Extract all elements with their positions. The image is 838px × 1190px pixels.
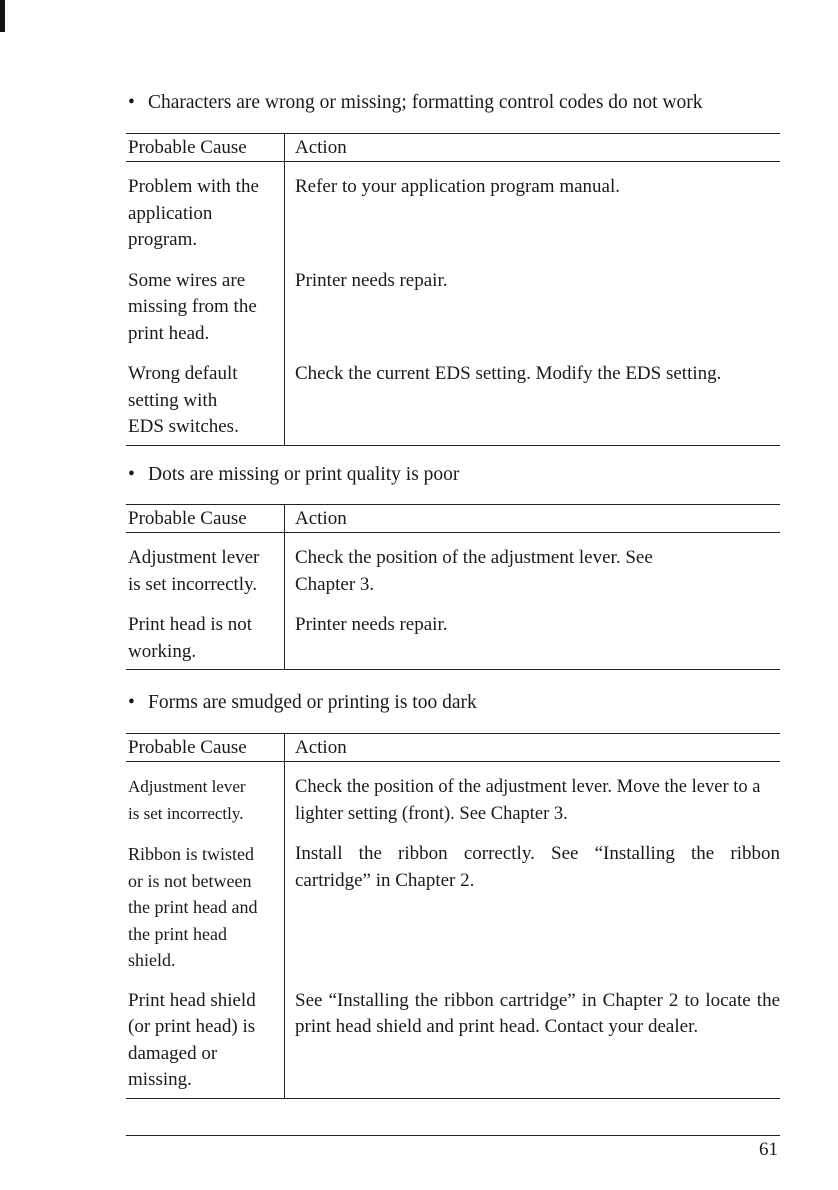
action-text: See “Installing the ribbon cartridge” in Chapter 2 to locate the print head shield and print head. Contact your dealer. — [295, 989, 780, 1037]
section-title: Characters are wrong or missing; formatting control codes do not work — [148, 92, 703, 113]
section-title: Dots are missing or print quality is poor — [148, 464, 460, 485]
header-action: Action — [295, 137, 347, 158]
cause-line: shield. — [128, 950, 176, 970]
troubleshooting-table-1 — [126, 133, 780, 446]
cause-line: the print head — [128, 923, 227, 944]
cause-line: or is not between — [128, 870, 252, 891]
cause-line: Print head shield — [128, 989, 256, 1011]
cause-line: Wrong default — [128, 363, 238, 384]
header-action: Action — [295, 508, 347, 529]
table-row — [126, 162, 780, 256]
cause-line: Ribbon is twisted — [128, 844, 255, 864]
table-header — [126, 505, 780, 533]
cause-line: Print head is not — [128, 614, 253, 635]
table-row — [126, 349, 780, 445]
action-text: Install the ribbon correctly. See “Installing the ribbon cartridge” in Chapter 2. — [295, 843, 780, 891]
table-row — [126, 533, 780, 600]
troubleshooting-table-3 — [126, 733, 780, 1099]
cause-line: Adjustment lever — [128, 777, 246, 796]
header-cause: Probable Cause — [126, 734, 285, 761]
table-header — [126, 734, 780, 762]
cause-line: print head. — [128, 322, 210, 344]
table-row — [126, 976, 780, 1098]
header-action: Action — [295, 737, 347, 758]
action-text: Printer needs repair. — [295, 614, 448, 635]
cause-line: is set incorrectly. — [128, 573, 258, 595]
table-row — [126, 600, 780, 669]
action-text: Refer to your application program manual. — [295, 176, 621, 197]
cause-line: Problem with the — [128, 176, 259, 197]
troubleshooting-table-2 — [126, 504, 780, 670]
cause-line: the print head and — [128, 897, 258, 917]
action-text: Check the current EDS setting. Modify the EDS setting. — [295, 363, 722, 384]
page-number: 61 — [759, 1139, 778, 1160]
cause-line: missing from the — [128, 296, 257, 317]
section-2-heading — [128, 464, 459, 486]
cause-line: EDS switches. — [128, 416, 239, 437]
action-text: Check the position of the adjustment lever. See Chapter 3. — [295, 547, 653, 595]
bullet-icon: • — [128, 692, 135, 713]
cause-line: damaged or — [128, 1042, 218, 1064]
scan-mark — [0, 0, 5, 32]
table-header — [126, 134, 780, 162]
section-3-heading — [128, 692, 477, 714]
header-cause: Probable Cause — [126, 505, 285, 532]
cause-line: (or print head) is — [128, 1016, 256, 1037]
action-text: Check the position of the adjustment lever. Move the lever to a lighter setting (front). See Chapter 3. — [295, 777, 761, 824]
section-1-heading — [128, 92, 703, 114]
cause-line: working. — [128, 640, 197, 662]
table-row — [126, 829, 780, 976]
cause-line: Adjustment lever — [128, 547, 260, 568]
footer-rule — [126, 1135, 780, 1136]
action-text: Printer needs repair. — [295, 269, 448, 291]
cause-line: is set incorrectly. — [128, 803, 244, 823]
section-title: Forms are smudged or printing is too dark — [148, 692, 477, 713]
cause-line: Some wires are — [128, 269, 246, 291]
table-row — [126, 256, 780, 350]
cause-line: setting with — [128, 389, 218, 411]
bullet-icon: • — [128, 92, 135, 113]
bullet-icon: • — [128, 464, 135, 485]
header-cause: Probable Cause — [126, 134, 285, 161]
cause-line: missing. — [128, 1069, 192, 1090]
cause-line: application — [128, 202, 213, 224]
table-row — [126, 762, 780, 829]
cause-line: program. — [128, 229, 198, 250]
